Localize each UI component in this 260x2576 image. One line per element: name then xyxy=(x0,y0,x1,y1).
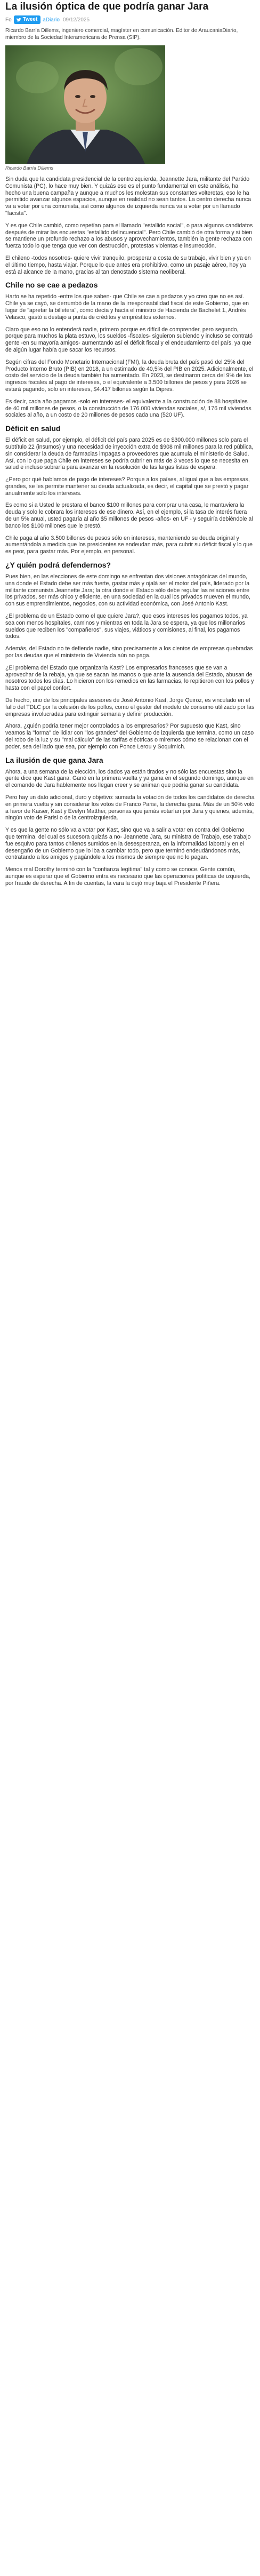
paragraph: Ahora, ¿quién podría tener mejor controlados a los empresarios? Por supuesto que Kast, sino veamos la "forma" de lidiar con "los grandes" del Gobierno de izquierda que termina, como un caso del robo de la luz y su "mal cálculo" de las tarifas eléctricas o miremos cómo se relacionan con el poder, sea del lado que sea, por ejemplo con Ponce Lerou y Soquimich. xyxy=(5,723,254,750)
paragraph: Sin duda que la candidata presidencial de la centroizquierda, Jeannette Jara, militante del Partido Comunista (PC), lo hace muy bien. Y quizás ese es el punto fundamental en este análisis, ha hecho una buena campaña y aunque a muchos les molestan sus constantes volteretas, eso le ha permitido avanzar algunos espacios, aunque en realidad no sean tantos. La centro derecha nunca va a votar por una comunista, así como algunos de izquierda nunca va a votar por un llamado "facista". xyxy=(5,176,251,217)
portrait-illustration xyxy=(5,45,165,164)
paragraph: ¿Pero por qué hablamos de pago de intereses? Porque a los países, al igual que a las empresas, grandes, se les permite mantener su deuda actualizada, es decir, el capital que se prestó y pagar anualmente solo los intereses. xyxy=(5,476,250,497)
paragraph: Harto se ha repetido -entre los que saben- que Chile se cae a pedazos y yo creo que no es así. Chile ya se cayó, se derrumbó de la mano de la irresponsabilidad fiscal de este Gobierno, que en lugar de "apretar la billetera", como decía y hacía el ministro de Hacienda de Bachelet 1, Andrés Velasco, gastó a destajo a punta de créditos y empréstitos externos. xyxy=(5,293,249,321)
tweet-label: Tweet xyxy=(22,17,38,22)
paragraph: Según cifras del Fondo Monetario Internacional (FMI), la deuda bruta del país pasó del 25% del Producto Interno Bruto (PIB) en 2018, a un estimado de 40,5% del PIB en 2025. Adicionalmente, el costo del servicio de la deuda también ha aumentado. En 2023, se destinaron cerca del 9% de los ingresos fiscales al pago de intereses, o el equivalente a 3.500 billones de pesos y para 2026 se estará pagando, solo en intereses, $4.417 billones según la Dipres. xyxy=(5,358,254,393)
author-bio: Ricardo Barría Dillems, ingeniero comercial, magíster en comunicación. Editor de AraucaniaDiario, miembro de la Sociedad Interamericana de Prensa (SIP). xyxy=(5,28,238,41)
paragraph: De hecho, uno de los principales asesores de José Antonio Kast, Jorge Quiroz, es vinculado en el fallo del TDLC por la colusión de los pollos, como el gestor del modelo de consumo utilizado por las empresas involucradas para extinguir semana y definir producción. xyxy=(5,697,255,717)
paragraph: Además, del Estado no te defiende nadie, sino precisamente a los cientos de empresas quebradas por las deudas que el ministerio de Vivienda aún no paga. xyxy=(5,645,253,659)
article-meta xyxy=(5,15,255,24)
paragraph: Pero hay un dato adicional, duro y objetivo: sumada la votación de todos los candidatos de derecha en primera vuelta y sin considerar los votos de Franco Parisi, la derecha gana. Más de un 50% voló a favor de Kaiser, Kast y Evelyn Matthei; personas que jamás votarían por Jara y quienes, además, ningún voto de Parisi o de la centroizquierda. xyxy=(5,794,255,822)
section-heading: ¿Y quién podrá defendernos? xyxy=(5,561,111,570)
paragraph: Y es que Chile cambió, como repetían para el llamado "estallido social", o para algunos candidatos después de mirar las encuestas "estallido delincuencial". Pero Chile cambió de otra forma y si bien se mantiene un profundo rechazo a los abusos y aprovechamientos, también la gente rechaza con fuerza todo lo que tenga que ver con destrucción, protestas violentas e insurrección. xyxy=(5,222,253,250)
paragraph: El chileno -todos nosotros- quiere vivir tranquilo, prosperar a costa de su trabajo, vivir bien y ya en el último tiempo, hasta viajar. Porque lo que antes era prohibitivo, como un pasaje aéreo, hoy ya está al alcance de la mano, gracias al tan denostado sistema neoliberal. xyxy=(5,254,251,275)
paragraph: Pues bien, en las elecciones de este domingo se enfrentan dos visiones antagónicas del mundo, una donde el Estado debe ser más fuerte, gastar más y ojalá ser el motor del país, liderado por la militante comunista Jeannette Jara; la otra donde el Estado sólo debe regular las relaciones entre los privados, ser más chico y eficiente, en una sociedad en la cual los privados mueven el mundo, con sus emprendimientos, negocios, con su actividad económica, con José Antonio Kast. xyxy=(5,573,250,608)
photo-caption: Ricardo Barría Dillems xyxy=(5,165,54,171)
article-headline: La ilusión óptica de que podría ganar Jara xyxy=(5,1,209,12)
twitter-bird-icon xyxy=(16,17,21,22)
paragraph: El déficit en salud, por ejemplo, el déficit del país para 2025 es de $300.000 millones solo para el subtítulo 22 (insumos) y una necesidad de inyección extra de $908 mil millones para la red pública, sin considerar la deuda de farmacias impagas a proveedores que acumula el ministerio de Salud. Así, con lo que paga Chile en intereses se podría cubrir en más de 3 veces lo que se necesita en salud e incluso sobraría para avanzar en la resolución de las largas listas de espera. xyxy=(5,437,254,471)
section-heading: Déficit en salud xyxy=(5,424,61,433)
article-page xyxy=(0,0,260,899)
paragraph: Ahora, a una semana de la elección, los dados ya están tirados y no sólo las encuestas sino la gente dice que Kast gana. Ganó en la primera vuelta y ya gana en el segundo domingo, aunque en el comando de Jara hablemente nos llegan creer y se animan que podría ganar su candidata. xyxy=(5,768,254,789)
paragraph: Menos mal Dorothy terminó con la "confianza legítima" tal y como se conoce. Gente común, aunque es esperar que el Gobierno entra es necesario que las operaciones políticas de izquierda, por fraude de derecha. A fin de cuentas, la vara la dejó muy baja el Presidente Piñera. xyxy=(5,866,250,887)
paragraph: Es decir, cada año pagamos -solo en intereses- el equivalente a la construcción de 88 hospitales de 40 mil millones de pesos, o la construcción de 176.000 viviendas sociales, s/, 176 mil viviendas sociales al año, a un costo de 20 millones de pesos cada una (520 UF). xyxy=(5,398,251,419)
tweet-button[interactable] xyxy=(14,15,41,24)
paragraph: Es como si a Usted le prestara el banco $100 millones para comprar una casa, le mantuviera la deuda y solo le cobrara los intereses de ese dinero. Así, en el ejemplo, si la tasa de interés fuera de un 5% anual, usted pagaría al año $5 millones de pesos -años- en UF - y seguiría debiéndole al banco los $100 millones que le prestó. xyxy=(5,502,253,529)
article-body xyxy=(5,176,255,887)
section-heading: Chile no se cae a pedazos xyxy=(5,281,98,290)
paragraph: ¿El problema del Estado que organizaría Kast? Los empresarios franceses que se van a aprovechar de la rebaja, ya que se sacan las manos o que ante la ausencia del Estado, abusan de nosotros todos los días. Lo hicieron con los remedios en las farmacias, lo repitieron con los pollos y hasta con el papel confort. xyxy=(5,664,254,692)
paragraph: Claro que eso no lo entenderá nadie, primero porque es difícil de comprender, pero segundo, porque para muchos la plata estuvo, los sueldos -fiscales- siguieron subiendo y incluso se contrató gente -en su mayoría amigos- aumentando así el déficit fiscal y el endeudamiento del país, ya que de algún lugar había que sacar los recursos. xyxy=(5,326,253,353)
author-link[interactable]: aDiario xyxy=(43,17,60,23)
author-photo xyxy=(5,45,165,164)
paragraph: Y es que la gente no sólo va a votar por Kast, sino que va a salir a votar en contra del Gobierno que termina, del cual es sucesora quizás a no- Jeannette Jara, su ministra de Trabajo, ese trabajo fue esquivo para tantos chilenos sumidos en la desesperanza, en la informalidad laboral y en el desengaño de un Gobierno que lo iba a cambiar todo, pero que terminó endeudándonos más, contratando a los amigos y pagándole a los mismos de siempre que no lo pagan. xyxy=(5,827,251,861)
publish-date: 09/12/2025 xyxy=(62,17,90,23)
author-photo-block xyxy=(5,45,165,171)
section-heading: La ilusión de que gana Jara xyxy=(5,755,103,764)
source-label: Fo xyxy=(5,17,12,23)
paragraph: ¿El problema de un Estado como el que quiere Jara?, que esos intereses los pagamos todos, ya sea con menos hospitales, caminos y mientras en toda la Jara se espera, ya que los millonarios sueldos que reciben los "compañeros", sus viajes, viáticos y comisiones, al final, los pagamos todos. xyxy=(5,613,248,640)
paragraph: Chile paga al año 3.500 billones de pesos sólo en intereses, manteniendo su deuda original y aumentándola a medida que los presidentes se endeudan más, para cubrir su déficit fiscal y lo que es peor, para gastar más. Por ejemplo, en personal. xyxy=(5,535,253,555)
